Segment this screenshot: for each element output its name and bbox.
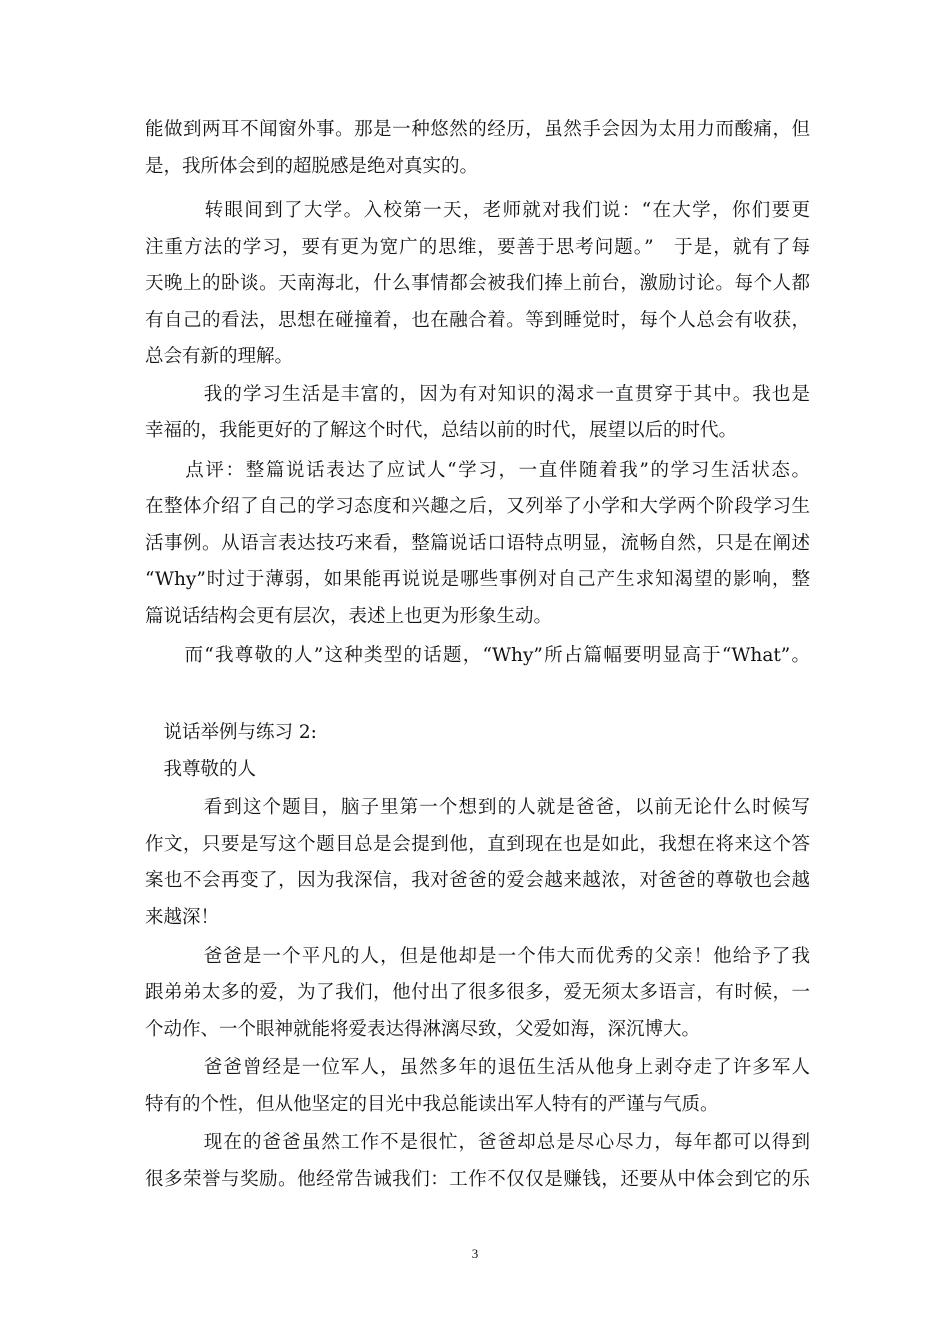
text-line: 有自己的看法，思想在碰撞着，也在融合着。等到睡觉时，每个人总会有收获， — [145, 310, 810, 331]
text-line: 能做到两耳不闻窗外事。那是一种悠然的经历，虽然手会因为太用力而酸痛，但 — [145, 119, 810, 140]
text-line: 转眼间到了大学。入校第一天，老师就对我们说：“在大学，你们要更 — [145, 200, 810, 221]
text-line: 我的学习生活是丰富的，因为有对知识的渴求一直贯穿于其中。我也是 — [145, 384, 810, 405]
text-line: 总会有新的理解。 — [145, 346, 294, 367]
text-line: 篇说话结构会更有层次，表述上也更为形象生动。 — [145, 606, 553, 627]
text-line: 在整体介绍了自己的学习态度和兴趣之后，又列举了小学和大学两个阶段学习生 — [145, 496, 810, 517]
text-line: 看到这个题目，脑子里第一个想到的人就是爸爸，以前无论什么时候写 — [145, 797, 810, 818]
text-line: 特有的个性，但从他坚定的目光中我总能读出军人特有的严谨与气质。 — [145, 1094, 719, 1115]
text-line: 爸爸曾经是一位军人，虽然多年的退伍生活从他身上剥夺走了许多军人 — [145, 1057, 810, 1078]
section-heading: 说话举例与练习 2: — [145, 722, 317, 743]
topic-title: 我尊敬的人 — [145, 759, 257, 780]
page-number: 3 — [471, 1246, 479, 1261]
text-line: 幸福的，我能更好的了解这个时代，总结以前的时代，展望以后的时代。 — [145, 420, 738, 441]
text-line: “Why”时过于薄弱，如果能再说说是哪些事例对自己产生求知渴望的影响，整 — [145, 569, 810, 590]
text-line: 很多荣誉与奖励。他经常告诫我们：工作不仅仅是赚钱，还要从中体会到它的乐 — [145, 1169, 810, 1190]
text-line: 而“我尊敬的人”这种类型的话题，“Why”所占篇幅要明显高于“What”。 — [145, 645, 810, 666]
text-line: 点评：整篇说话表达了应试人“学习，一直伴随着我”的学习生活状态。 — [145, 460, 810, 481]
text-line: 是，我所体会到的超脱感是绝对真实的。 — [145, 156, 479, 177]
text-line: 爸爸是一个平凡的人，但是他却是一个伟大而优秀的父亲！他给予了我 — [145, 946, 810, 967]
text-line: 现在的爸爸虽然工作不是很忙，爸爸却总是尽心尽力，每年都可以得到 — [145, 1132, 810, 1153]
text-line: 个动作、一个眼神就能将爱表达得淋漓尽致，父爱如海，深沉博大。 — [145, 1019, 701, 1040]
text-line: 活事例。从语言表达技巧来看，整篇说话口语特点明显，流畅自然，只是在阐述 — [145, 533, 810, 554]
text-line: 作文，只要是写这个题目总是会提到他，直到现在也是如此，我想在将来这个答 — [145, 834, 810, 855]
text-line: 注重方法的学习，要有更为宽广的思维，要善于思考问题。” 于是，就有了每 — [145, 237, 810, 258]
text-line: 案也不会再变了，因为我深信，我对爸爸的爱会越来越浓，对爸爸的尊敬也会越 — [145, 870, 810, 891]
text-line: 天晚上的卧谈。天南海北，什么事情都会被我们捧上前台，激励讨论。每个人都 — [145, 273, 810, 294]
text-line: 跟弟弟太多的爱，为了我们，他付出了很多很多，爱无须太多语言，有时候，一 — [145, 982, 810, 1003]
text-line: 来越深！ — [145, 907, 220, 928]
